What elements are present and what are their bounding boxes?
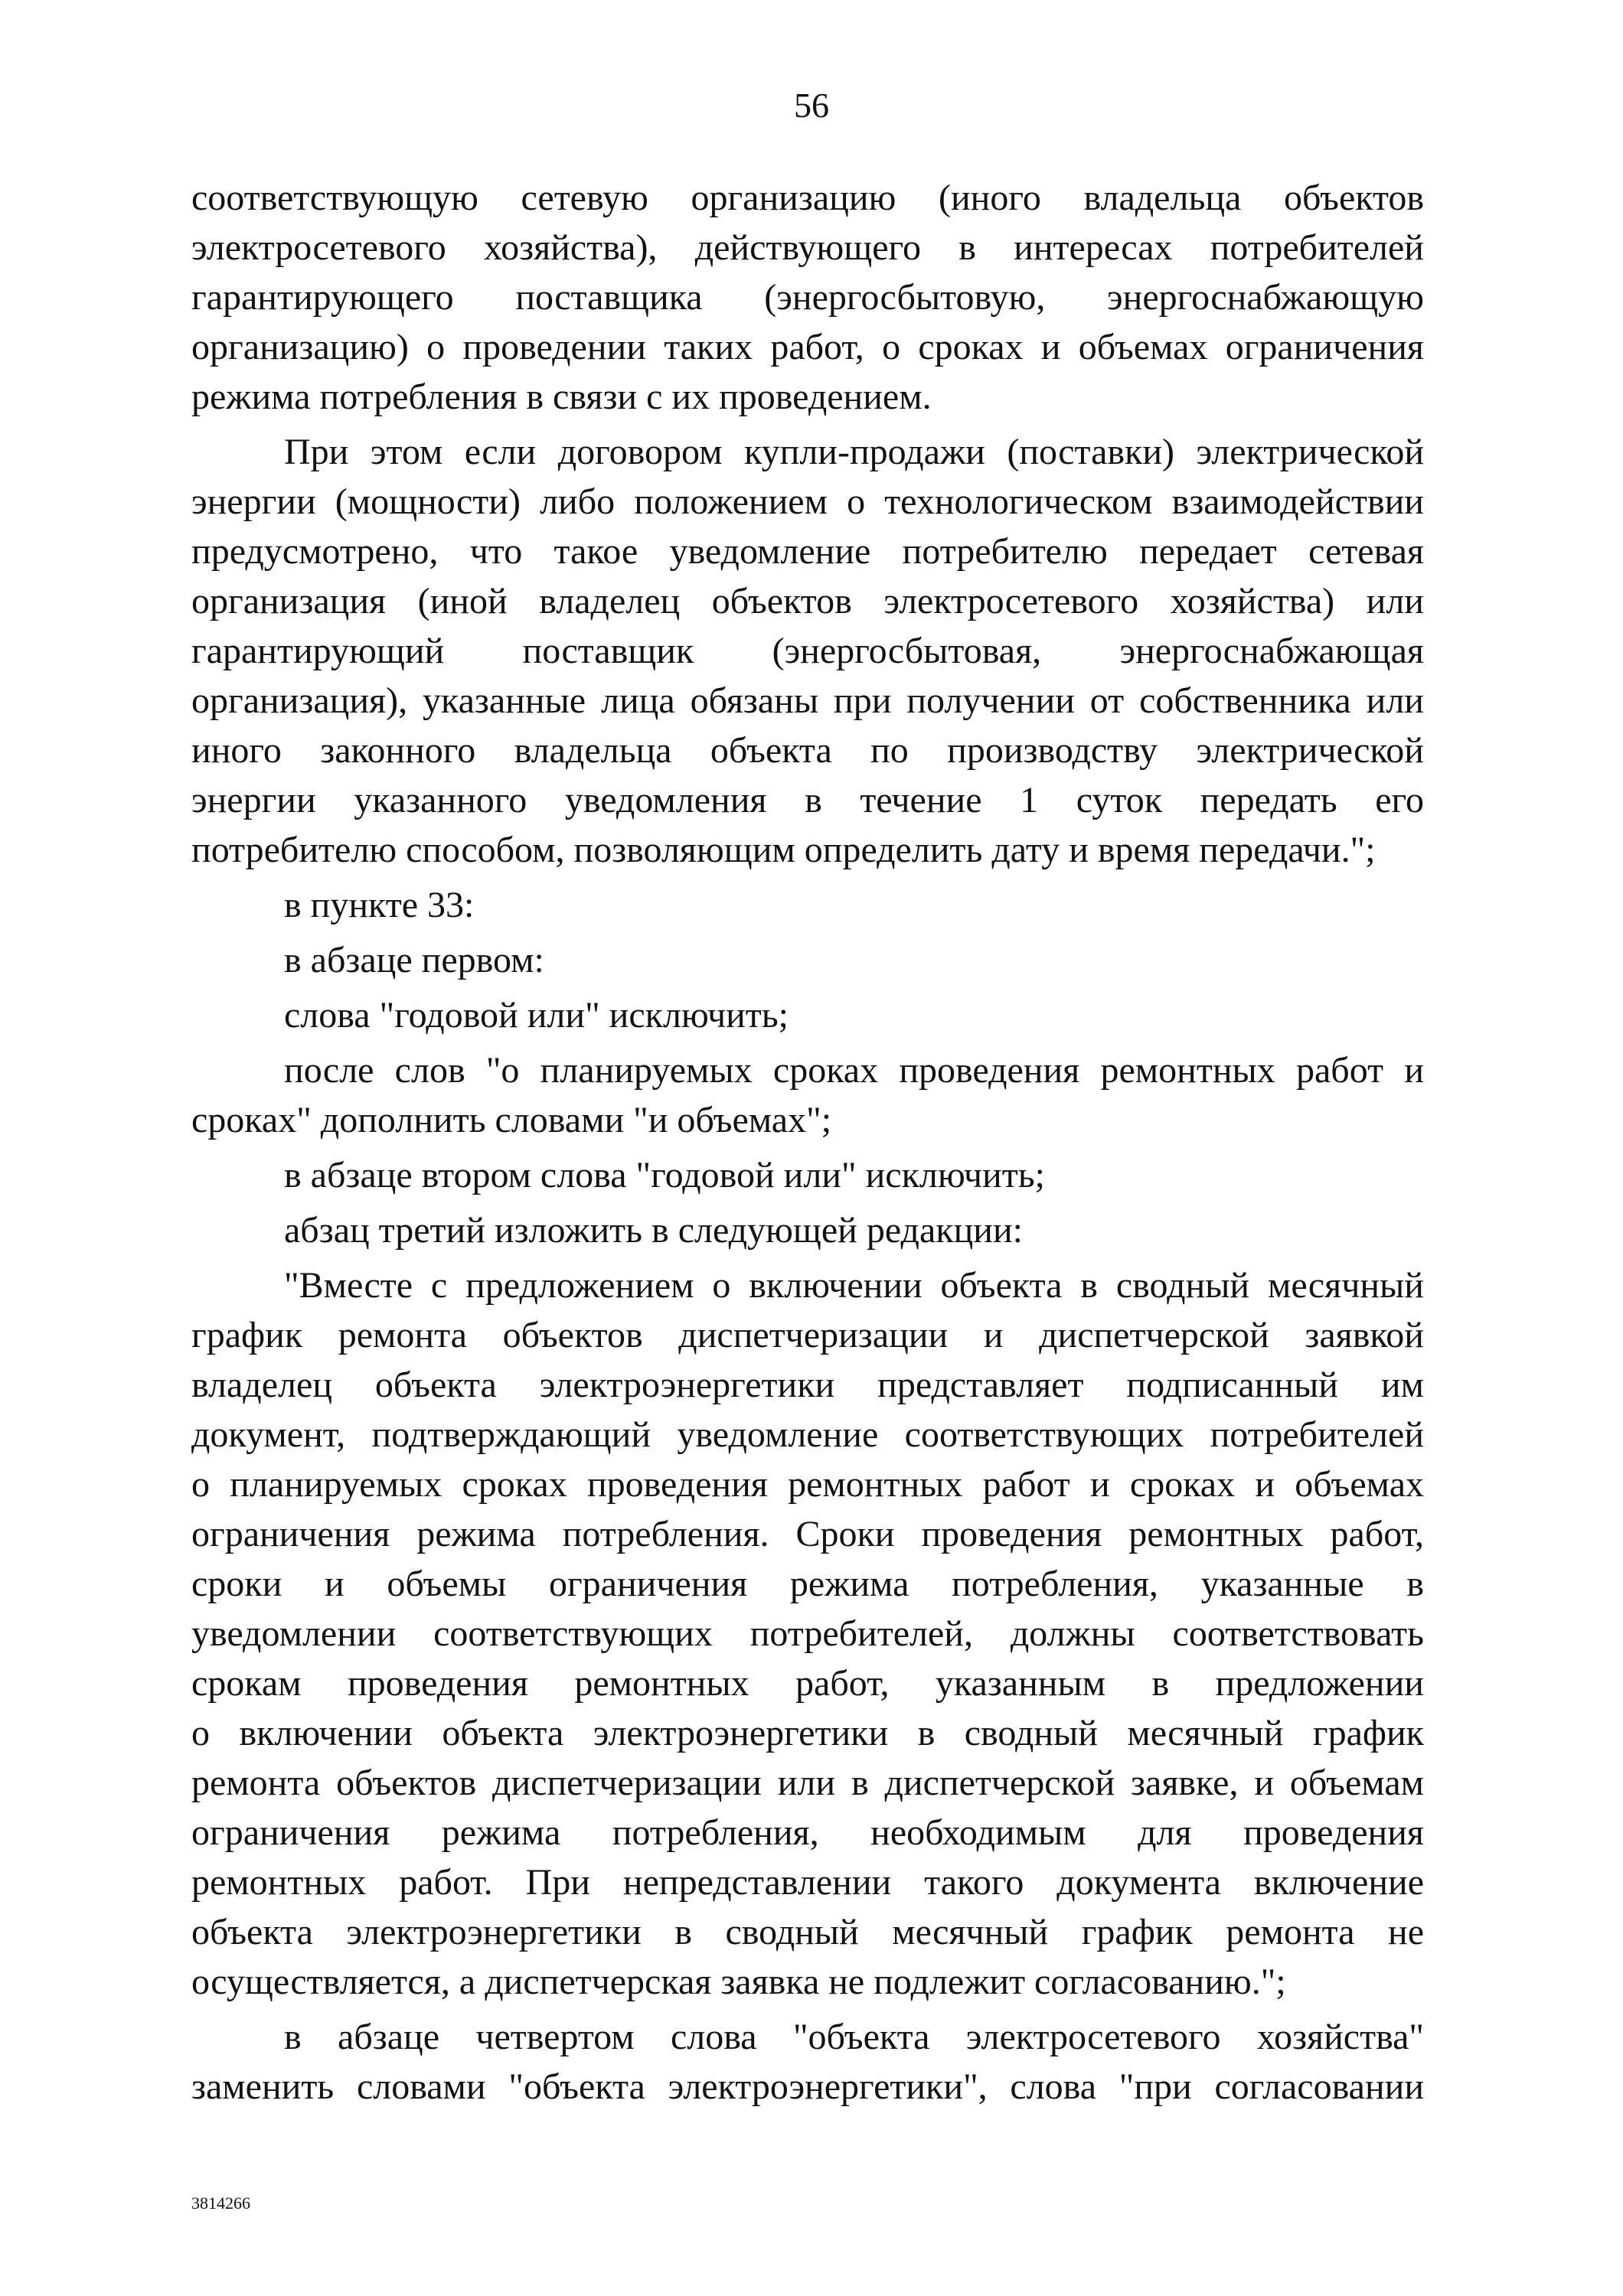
paragraph xyxy=(191,173,1424,422)
text-line: При этом если договором купли-продажи (поставки) электрической xyxy=(284,432,1424,472)
text-line: гарантирующего поставщика (энергосбытовую, энергоснабжающую xyxy=(191,277,1424,318)
text-line: организация), указанные лица обязаны при получении от собственника или xyxy=(191,680,1424,721)
text-line: слова "годовой или" исключить; xyxy=(284,995,789,1035)
text-line: о планируемых сроках проведения ремонтных работ и сроках и объемах xyxy=(191,1464,1424,1505)
text-line: предусмотрено, что такое уведомление потребителю передает сетевая xyxy=(191,531,1424,572)
text-line: документ, подтверждающий уведомление соответствующих потребителей xyxy=(191,1414,1424,1455)
page-number: 56 xyxy=(794,86,829,125)
text-line: соответствующую сетевую организацию (иного владельца объектов xyxy=(191,178,1424,218)
text-line: абзац третий изложить в следующей редакции: xyxy=(284,1210,1023,1251)
text-line: электросетевого хозяйства), действующего в интересах потребителей xyxy=(191,227,1424,268)
text-line: гарантирующий поставщик (энергосбытовая, энергоснабжающая xyxy=(191,631,1424,671)
paragraph xyxy=(191,427,1424,875)
text-line: заменить словами "объекта электроэнергетики", слова "при согласовании xyxy=(191,2066,1424,2107)
document-id: 3814266 xyxy=(191,2193,250,2213)
text-line: ремонтных работ. При непредставлении такого документа включение xyxy=(191,1862,1424,1903)
text-line: потребителю способом, позволяющим определить дату и время передачи."; xyxy=(191,830,1376,870)
text-line: после слов "о планируемых сроках проведения ремонтных работ и xyxy=(284,1050,1424,1091)
text-line: ограничения режима потребления. Сроки проведения ремонтных работ, xyxy=(191,1514,1424,1554)
text-line: иного законного владельца объекта по производству электрической xyxy=(191,730,1424,771)
text-line: объекта электроэнергетики в сводный месячный график ремонта не xyxy=(191,1912,1424,1952)
paragraph xyxy=(191,880,1424,930)
text-line: сроки и объемы ограничения режима потребления, указанные в xyxy=(191,1564,1424,1604)
text-line: энергии (мощности) либо положением о технологическом взаимодействии xyxy=(191,481,1424,522)
text-line: в абзаце четвертом слова "объекта электросетевого хозяйства" xyxy=(284,2017,1424,2057)
text-line: организация (иной владелец объектов электросетевого хозяйства) или xyxy=(191,581,1424,621)
paragraph xyxy=(191,990,1424,1040)
text-line: организацию) о проведении таких работ, о сроках и объемах ограничения xyxy=(191,327,1424,367)
document-body xyxy=(191,173,1424,2112)
paragraph xyxy=(191,1150,1424,1200)
text-line: график ремонта объектов диспетчеризации и диспетчерской заявкой xyxy=(191,1315,1424,1355)
text-line: уведомлении соответствующих потребителей, должны соответствовать xyxy=(191,1613,1424,1654)
text-line: владелец объекта электроэнергетики представляет подписанный им xyxy=(191,1365,1424,1405)
text-line: режима потребления в связи с их проведением. xyxy=(191,377,932,417)
text-line: срокам проведения ремонтных работ, указанным в предложении xyxy=(191,1663,1424,1704)
paragraph xyxy=(191,935,1424,985)
text-line: ремонта объектов диспетчеризации или в диспетчерской заявке, и объемам xyxy=(191,1763,1424,1803)
text-line: "Вместе с предложением о включении объекта в сводный месячный xyxy=(284,1265,1424,1306)
text-line: энергии указанного уведомления в течение 1 суток передать его xyxy=(191,780,1424,820)
text-line: в абзаце первом: xyxy=(284,940,544,980)
text-line: осуществляется, а диспетчерская заявка не подлежит согласованию."; xyxy=(191,1962,1286,2002)
text-line: ограничения режима потребления, необходимым для проведения xyxy=(191,1812,1424,1853)
text-line: о включении объекта электроэнергетики в сводный месячный график xyxy=(191,1713,1424,1753)
paragraph xyxy=(191,1261,1424,2007)
text-line: в пункте 33: xyxy=(284,885,475,925)
text-line: сроках" дополнить словами "и объемах"; xyxy=(191,1100,832,1140)
paragraph xyxy=(191,1205,1424,1255)
paragraph xyxy=(191,2012,1424,2112)
paragraph xyxy=(191,1045,1424,1145)
text-line: в абзаце втором слова "годовой или" исключить; xyxy=(284,1155,1045,1195)
